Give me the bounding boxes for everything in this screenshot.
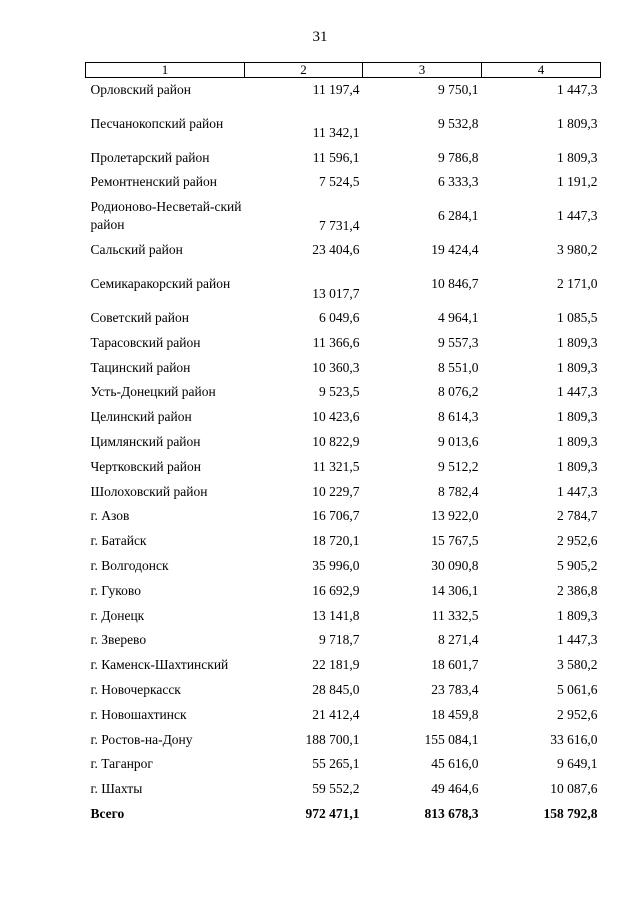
table-row [86,195,601,238]
column-2-value: 18 720,1 [312,533,360,549]
column-4-value: 2 386,8 [557,582,598,598]
column-3-value: 18 459,8 [431,706,479,722]
budget-table [85,62,601,826]
region-name-cell: Ремонтненский район [90,174,217,190]
table-row [86,330,601,355]
column-4-value: 1 809,3 [557,458,598,474]
column-number-row [86,63,601,78]
column-4-value: 2 171,0 [557,276,598,292]
column-3-value: 15 767,5 [431,533,479,549]
region-name-cell: г. Ростов-на-Дону [90,731,193,747]
column-3-value: 9 786,8 [438,149,479,165]
column-2-value: 6 049,6 [319,310,360,326]
table-row [86,603,601,628]
table-row [86,405,601,430]
table-row [86,727,601,752]
table-row [86,355,601,380]
region-name-cell: г. Таганрог [90,756,153,772]
region-name-cell: Шолоховский район [90,483,208,499]
table-row [86,628,601,653]
column-3-value: 23 783,4 [431,682,479,698]
column-2-value: 10 423,6 [312,409,360,425]
column-3-value: 10 846,7 [431,276,479,292]
column-header: 4 [482,63,601,78]
column-4-value: 1 191,2 [557,174,598,190]
region-name-cell: г. Донецк [90,607,145,623]
column-3-value: 6 333,3 [438,174,479,190]
column-4-value: 10 087,6 [550,781,598,797]
column-2-value: 22 181,9 [312,657,360,673]
region-name-cell: Целинский район [90,409,192,425]
table-row [86,102,601,145]
region-name-cell: Усть-Донецкий район [90,384,216,400]
region-name-cell: Советский район [90,310,189,326]
table-row [86,777,601,802]
column-4-value: 3 980,2 [557,242,598,258]
table-row [86,752,601,777]
table-row [86,170,601,195]
column-2-value: 11 321,5 [312,458,360,474]
column-2-value: 11 342,1 [312,125,360,141]
region-name-cell: Родионово-Несветай-ский район [90,199,242,233]
column-2-value: 10 360,3 [312,359,360,375]
column-4-value: 1 809,3 [557,149,598,165]
column-3-value: 9 557,3 [438,334,479,350]
column-2-value: 11 596,1 [312,149,360,165]
column-2-value: 13 141,8 [312,607,360,623]
column-3-value: 6 284,1 [438,208,479,224]
column-3-value: 9 532,8 [438,115,479,131]
column-2-value: 7 524,5 [319,174,360,190]
column-3-value: 13 922,0 [431,508,479,524]
column-2-value: 28 845,0 [312,682,360,698]
total-row [86,802,601,827]
column-3-value: 45 616,0 [431,756,479,772]
region-name-cell: г. Гуково [90,582,141,598]
column-3-value: 8 271,4 [438,632,479,648]
column-2-value: 16 692,9 [312,582,360,598]
column-3-value: 9 750,1 [438,82,479,98]
region-name-cell: г. Батайск [90,533,147,549]
column-4-value: 1 085,5 [557,310,598,326]
table-row [86,238,601,263]
table-row [86,263,601,306]
column-3-value: 18 601,7 [431,657,479,673]
table-row [86,454,601,479]
table-row [86,145,601,170]
region-name-cell: г. Новошахтинск [90,706,187,722]
table-row [86,702,601,727]
column-2-value: 35 996,0 [312,558,360,574]
page-number: 31 [312,29,328,45]
column-4-value: 1 447,3 [557,384,598,400]
column-header: 2 [245,63,363,78]
column-3-value: 9 512,2 [438,458,479,474]
column-2-value: 9 523,5 [319,384,360,400]
column-2-value: 13 017,7 [312,285,360,301]
column-4-value: 1 447,3 [557,82,598,98]
region-name-cell: Сальский район [90,242,183,258]
region-name-cell: Тацинский район [90,359,191,375]
column-4-value: 1 809,3 [557,334,598,350]
column-2-value: 59 552,2 [312,781,360,797]
column-4-value: 5 061,6 [557,682,598,698]
column-4-value: 1 809,3 [557,115,598,131]
column-2-value: 11 197,4 [312,82,360,98]
column-4-value: 9 649,1 [557,756,598,772]
region-name-cell: г. Новочеркасск [90,682,181,698]
column-4-value: 1 809,3 [557,607,598,623]
column-3-value: 30 090,8 [431,558,479,574]
column-4-value: 2 952,6 [557,533,598,549]
column-4-value: 5 905,2 [557,558,598,574]
column-3-value: 4 964,1 [438,310,479,326]
column-3-value: 14 306,1 [431,582,479,598]
column-3-value: 813 678,3 [424,806,479,822]
column-2-value: 11 366,6 [312,334,360,350]
column-2-value: 10 229,7 [312,483,360,499]
region-name-cell: г. Шахты [90,781,143,797]
column-2-value: 972 471,1 [305,806,360,822]
region-name-cell: Чертковский район [90,458,201,474]
table-row [86,306,601,331]
table-body [86,78,601,827]
column-4-value: 1 447,3 [557,632,598,648]
column-3-value: 8 076,2 [438,384,479,400]
column-4-value: 158 792,8 [543,806,598,822]
table-row [86,529,601,554]
column-2-value: 55 265,1 [312,756,360,772]
column-4-value: 1 809,3 [557,434,598,450]
column-3-value: 8 782,4 [438,483,479,499]
region-name-cell: Орловский район [90,82,191,98]
column-2-value: 16 706,7 [312,508,360,524]
table-row [86,78,601,103]
region-name-cell: Всего [90,806,125,822]
region-name-cell: Песчанокопский район [90,115,224,131]
region-name-cell: Тарасовский район [90,334,201,350]
column-4-value: 1 809,3 [557,409,598,425]
column-2-value: 188 700,1 [305,731,360,747]
table-row [86,678,601,703]
column-4-value: 3 580,2 [557,657,598,673]
column-2-value: 21 412,4 [312,706,360,722]
region-name-cell: Пролетарский район [90,149,210,165]
column-3-value: 8 614,3 [438,409,479,425]
column-4-value: 2 784,7 [557,508,598,524]
region-name-cell: Цимлянский район [90,434,201,450]
column-4-value: 1 809,3 [557,359,598,375]
column-3-value: 19 424,4 [431,242,479,258]
table-row [86,430,601,455]
region-name-cell: Семикаракорский район [90,276,231,292]
region-name-cell: г. Зверево [90,632,147,648]
column-3-value: 9 013,6 [438,434,479,450]
column-3-value: 8 551,0 [438,359,479,375]
column-2-value: 9 718,7 [319,632,360,648]
table-row [86,578,601,603]
table-row [86,554,601,579]
column-2-value: 10 822,9 [312,434,360,450]
table-row [86,479,601,504]
table-row [86,380,601,405]
column-4-value: 1 447,3 [557,483,598,499]
column-4-value: 33 616,0 [550,731,598,747]
column-2-value: 7 731,4 [319,217,360,233]
column-header: 1 [86,63,245,78]
column-3-value: 11 332,5 [431,607,479,623]
table-row [86,504,601,529]
column-4-value: 2 952,6 [557,706,598,722]
column-header: 3 [363,63,482,78]
column-3-value: 155 084,1 [424,731,479,747]
column-3-value: 49 464,6 [431,781,479,797]
column-2-value: 23 404,6 [312,242,360,258]
region-name-cell: г. Волгодонск [90,558,169,574]
column-4-value: 1 447,3 [557,208,598,224]
region-name-cell: г. Каменск-Шахтинский [90,657,229,673]
table-row [86,653,601,678]
region-name-cell: г. Азов [90,508,130,524]
